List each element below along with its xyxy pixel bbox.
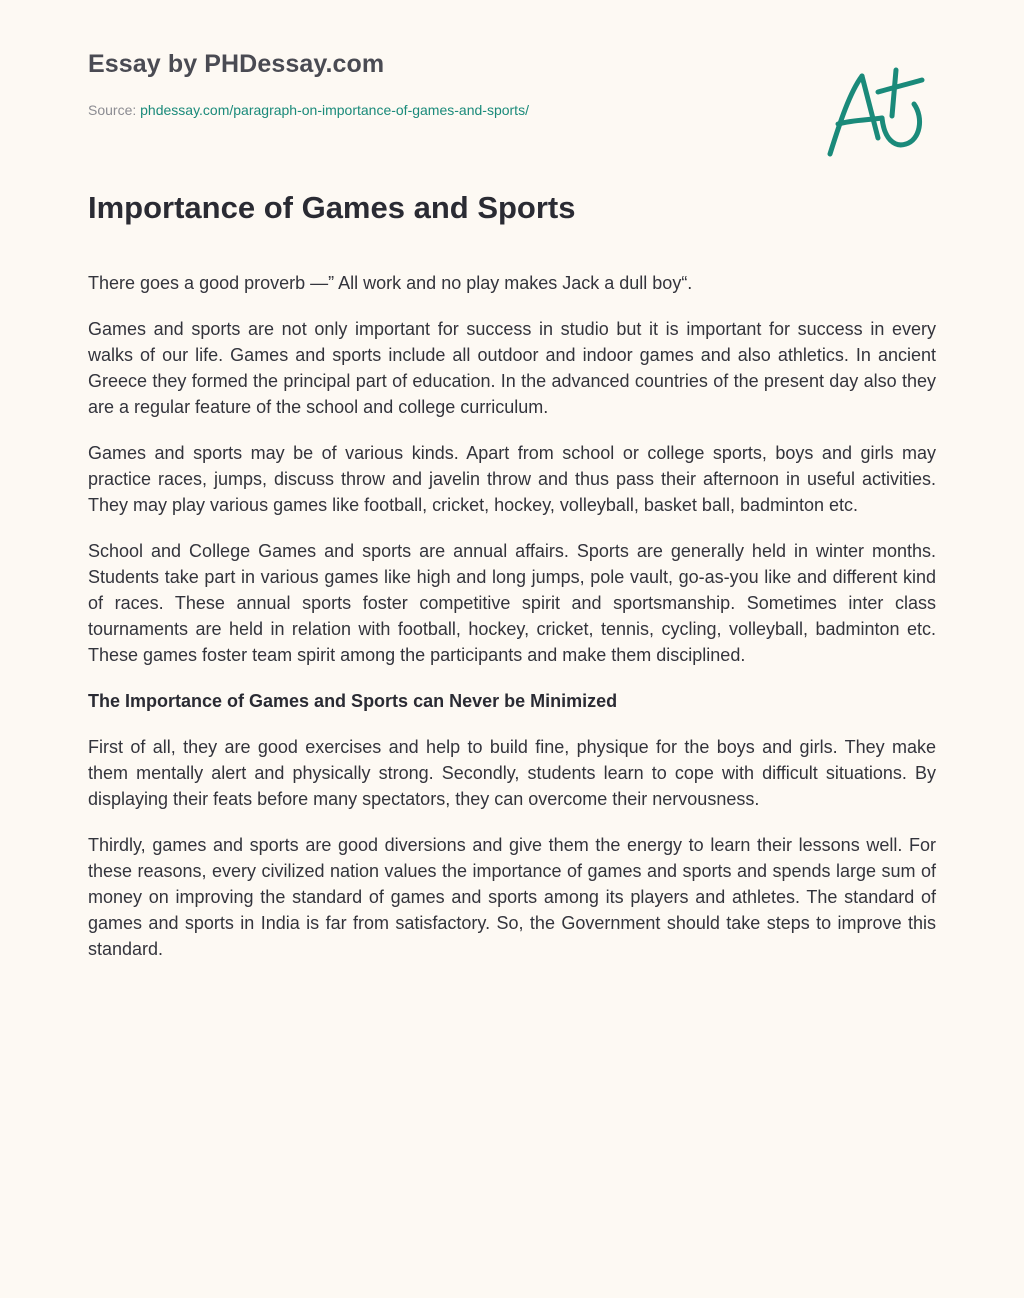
essay-title: Importance of Games and Sports [88, 190, 576, 225]
source-line [88, 102, 529, 118]
a-plus-logo-icon [822, 62, 930, 162]
essay-body [88, 270, 936, 982]
intro-paragraph: There goes a good proverb —” All work and no play makes Jack a dull boy“. [88, 273, 693, 293]
source-link[interactable]: phdessay.com/paragraph-on-importance-of-games-and-sports/ [140, 102, 529, 118]
site-title: Essay by PHDessay.com [88, 50, 385, 78]
section-heading: The Importance of Games and Sports can Never be Minimized [88, 691, 618, 711]
body-paragraph: Games and sports may be of various kinds. Apart from school or college sports, boys and girls may practice races, jumps, discuss throw and javelin throw and thus pass their afternoon in useful activities. They may play various games like football, cricket, hockey, volleyball, basket ball, badminton etc. [88, 443, 936, 515]
body-paragraph: Games and sports are not only important for success in studio but it is important for success in every walks of our life. Games and sports include all outdoor and indoor games and also athletics. In ancient Greece they formed the principal part of education. In the advanced countries of the present day also they are a regular feature of the school and college curriculum. [88, 319, 936, 417]
source-label: Source: [88, 102, 137, 118]
body-paragraph: School and College Games and sports are annual affairs. Sports are generally held in winter months. Students take part in various games like high and long jumps, pole vault, go-as-you like and different kind of races. These annual sports foster competitive spirit and sportsmanship. Sometimes inter class tournaments are held in relation with football, hockey, cricket, tennis, cycling, volleyball, badminton etc. These games foster team spirit among the participants and make them disciplined. [88, 541, 936, 665]
body-paragraph: Thirdly, games and sports are good diversions and give them the energy to learn their lessons well. For these reasons, every civilized nation values the importance of games and sports and spends large sum of money on improving the standard of games and sports among its players and athletes. The standard of games and sports in India is far from satisfactory. So, the Government should take steps to improve this standard. [88, 835, 936, 959]
body-paragraph: First of all, they are good exercises and help to build fine, physique for the boys and girls. They make them mentally alert and physically strong. Secondly, students learn to cope with difficult situations. By displaying their feats before many spectators, they can overcome their nervousness. [88, 737, 936, 809]
